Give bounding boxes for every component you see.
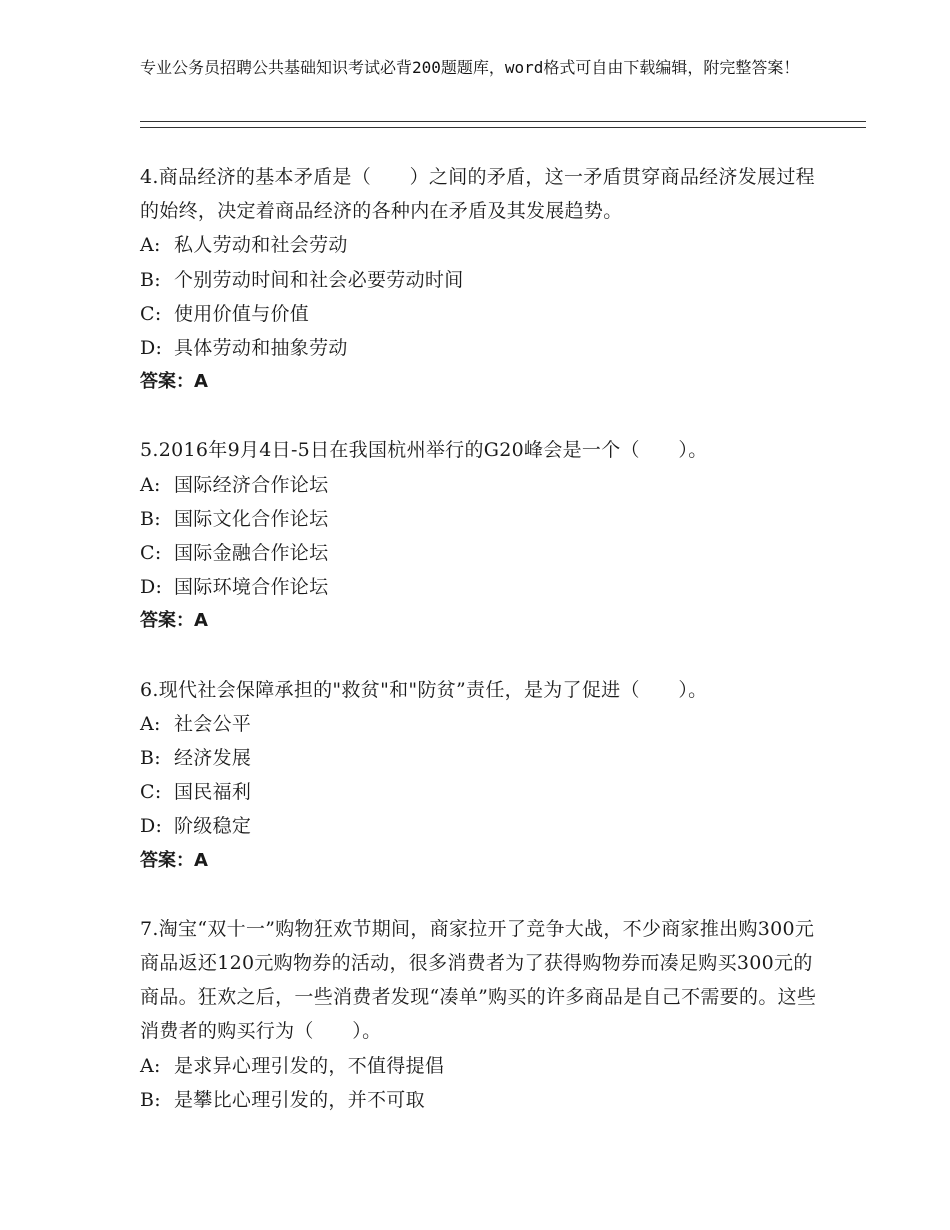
header-text: 专业公务员招聘公共基础知识考试必背200题题库，word格式可自由下载编辑，附完整答案！ bbox=[140, 58, 800, 77]
option-b bbox=[140, 741, 830, 775]
answer-line: 答案：A bbox=[140, 849, 208, 871]
option-c bbox=[140, 297, 830, 331]
option-letter: A: bbox=[140, 234, 161, 257]
option-letter: C: bbox=[140, 542, 162, 565]
question-4 bbox=[140, 160, 830, 399]
option-text: 国际文化合作论坛 bbox=[174, 507, 329, 530]
option-b bbox=[140, 263, 830, 297]
question-stem: 4.商品经济的基本矛盾是（ ）之间的矛盾，这一矛盾贯穿商品经济发展过程的始终，决定着商品经济的各种内在矛盾及其发展趋势。 bbox=[140, 166, 815, 223]
option-letter: B: bbox=[140, 1088, 161, 1111]
option-d bbox=[140, 809, 830, 843]
option-text: 国际经济合作论坛 bbox=[174, 473, 329, 496]
question-list bbox=[140, 160, 830, 1151]
option-text: 个别劳动时间和社会必要劳动时间 bbox=[174, 268, 464, 291]
header-divider bbox=[140, 121, 866, 128]
option-b bbox=[140, 1083, 830, 1117]
question-stem: 5.2016年9月4日-5日在我国杭州举行的G20峰会是一个（ ）。 bbox=[140, 439, 708, 462]
question-6 bbox=[140, 673, 830, 878]
option-text: 使用价值与价值 bbox=[174, 302, 310, 325]
option-letter: B: bbox=[140, 507, 161, 530]
question-stem: 6.现代社会保障承担的"救贫"和"防贫”责任，是为了促进（ ）。 bbox=[140, 678, 708, 701]
option-letter: D: bbox=[140, 337, 163, 360]
option-text: 是求异心理引发的，不值得提倡 bbox=[174, 1054, 445, 1077]
answer-line: 答案：A bbox=[140, 610, 208, 632]
answer-line: 答案：A bbox=[140, 371, 208, 393]
option-letter: A: bbox=[140, 473, 161, 496]
option-letter: B: bbox=[140, 268, 161, 291]
option-letter: A: bbox=[140, 712, 161, 735]
question-stem: 7.淘宝“双十一”购物狂欢节期间，商家拉开了竞争大战，不少商家推出购300元商品返还120元购物券的活动，很多消费者为了获得购物券而凑足购买300元的商品。狂欢之后，一些消费者发现“凑单”购买的许多商品是自己不需要的。这些消费者的购买行为（ ）。 bbox=[140, 917, 817, 1043]
question-5 bbox=[140, 433, 830, 638]
option-text: 社会公平 bbox=[174, 712, 252, 735]
option-text: 经济发展 bbox=[174, 747, 252, 770]
page-header bbox=[140, 56, 820, 80]
option-c bbox=[140, 775, 830, 809]
option-letter: B: bbox=[140, 747, 161, 770]
option-text: 是攀比心理引发的，并不可取 bbox=[174, 1088, 425, 1111]
option-letter: A: bbox=[140, 1054, 161, 1077]
option-a bbox=[140, 1049, 830, 1083]
option-letter: C: bbox=[140, 781, 162, 804]
option-text: 阶级稳定 bbox=[174, 815, 252, 838]
option-text: 私人劳动和社会劳动 bbox=[174, 234, 348, 257]
option-text: 国际金融合作论坛 bbox=[174, 542, 329, 565]
option-a bbox=[140, 468, 830, 502]
option-a bbox=[140, 707, 830, 741]
option-text: 国际环境合作论坛 bbox=[174, 576, 329, 599]
option-d bbox=[140, 331, 830, 365]
option-letter: D: bbox=[140, 815, 163, 838]
option-d bbox=[140, 570, 830, 604]
option-letter: D: bbox=[140, 576, 163, 599]
question-7 bbox=[140, 912, 830, 1117]
option-b bbox=[140, 502, 830, 536]
option-a bbox=[140, 228, 830, 262]
option-c bbox=[140, 536, 830, 570]
option-text: 具体劳动和抽象劳动 bbox=[174, 337, 348, 360]
option-text: 国民福利 bbox=[174, 781, 252, 804]
option-letter: C: bbox=[140, 302, 162, 325]
